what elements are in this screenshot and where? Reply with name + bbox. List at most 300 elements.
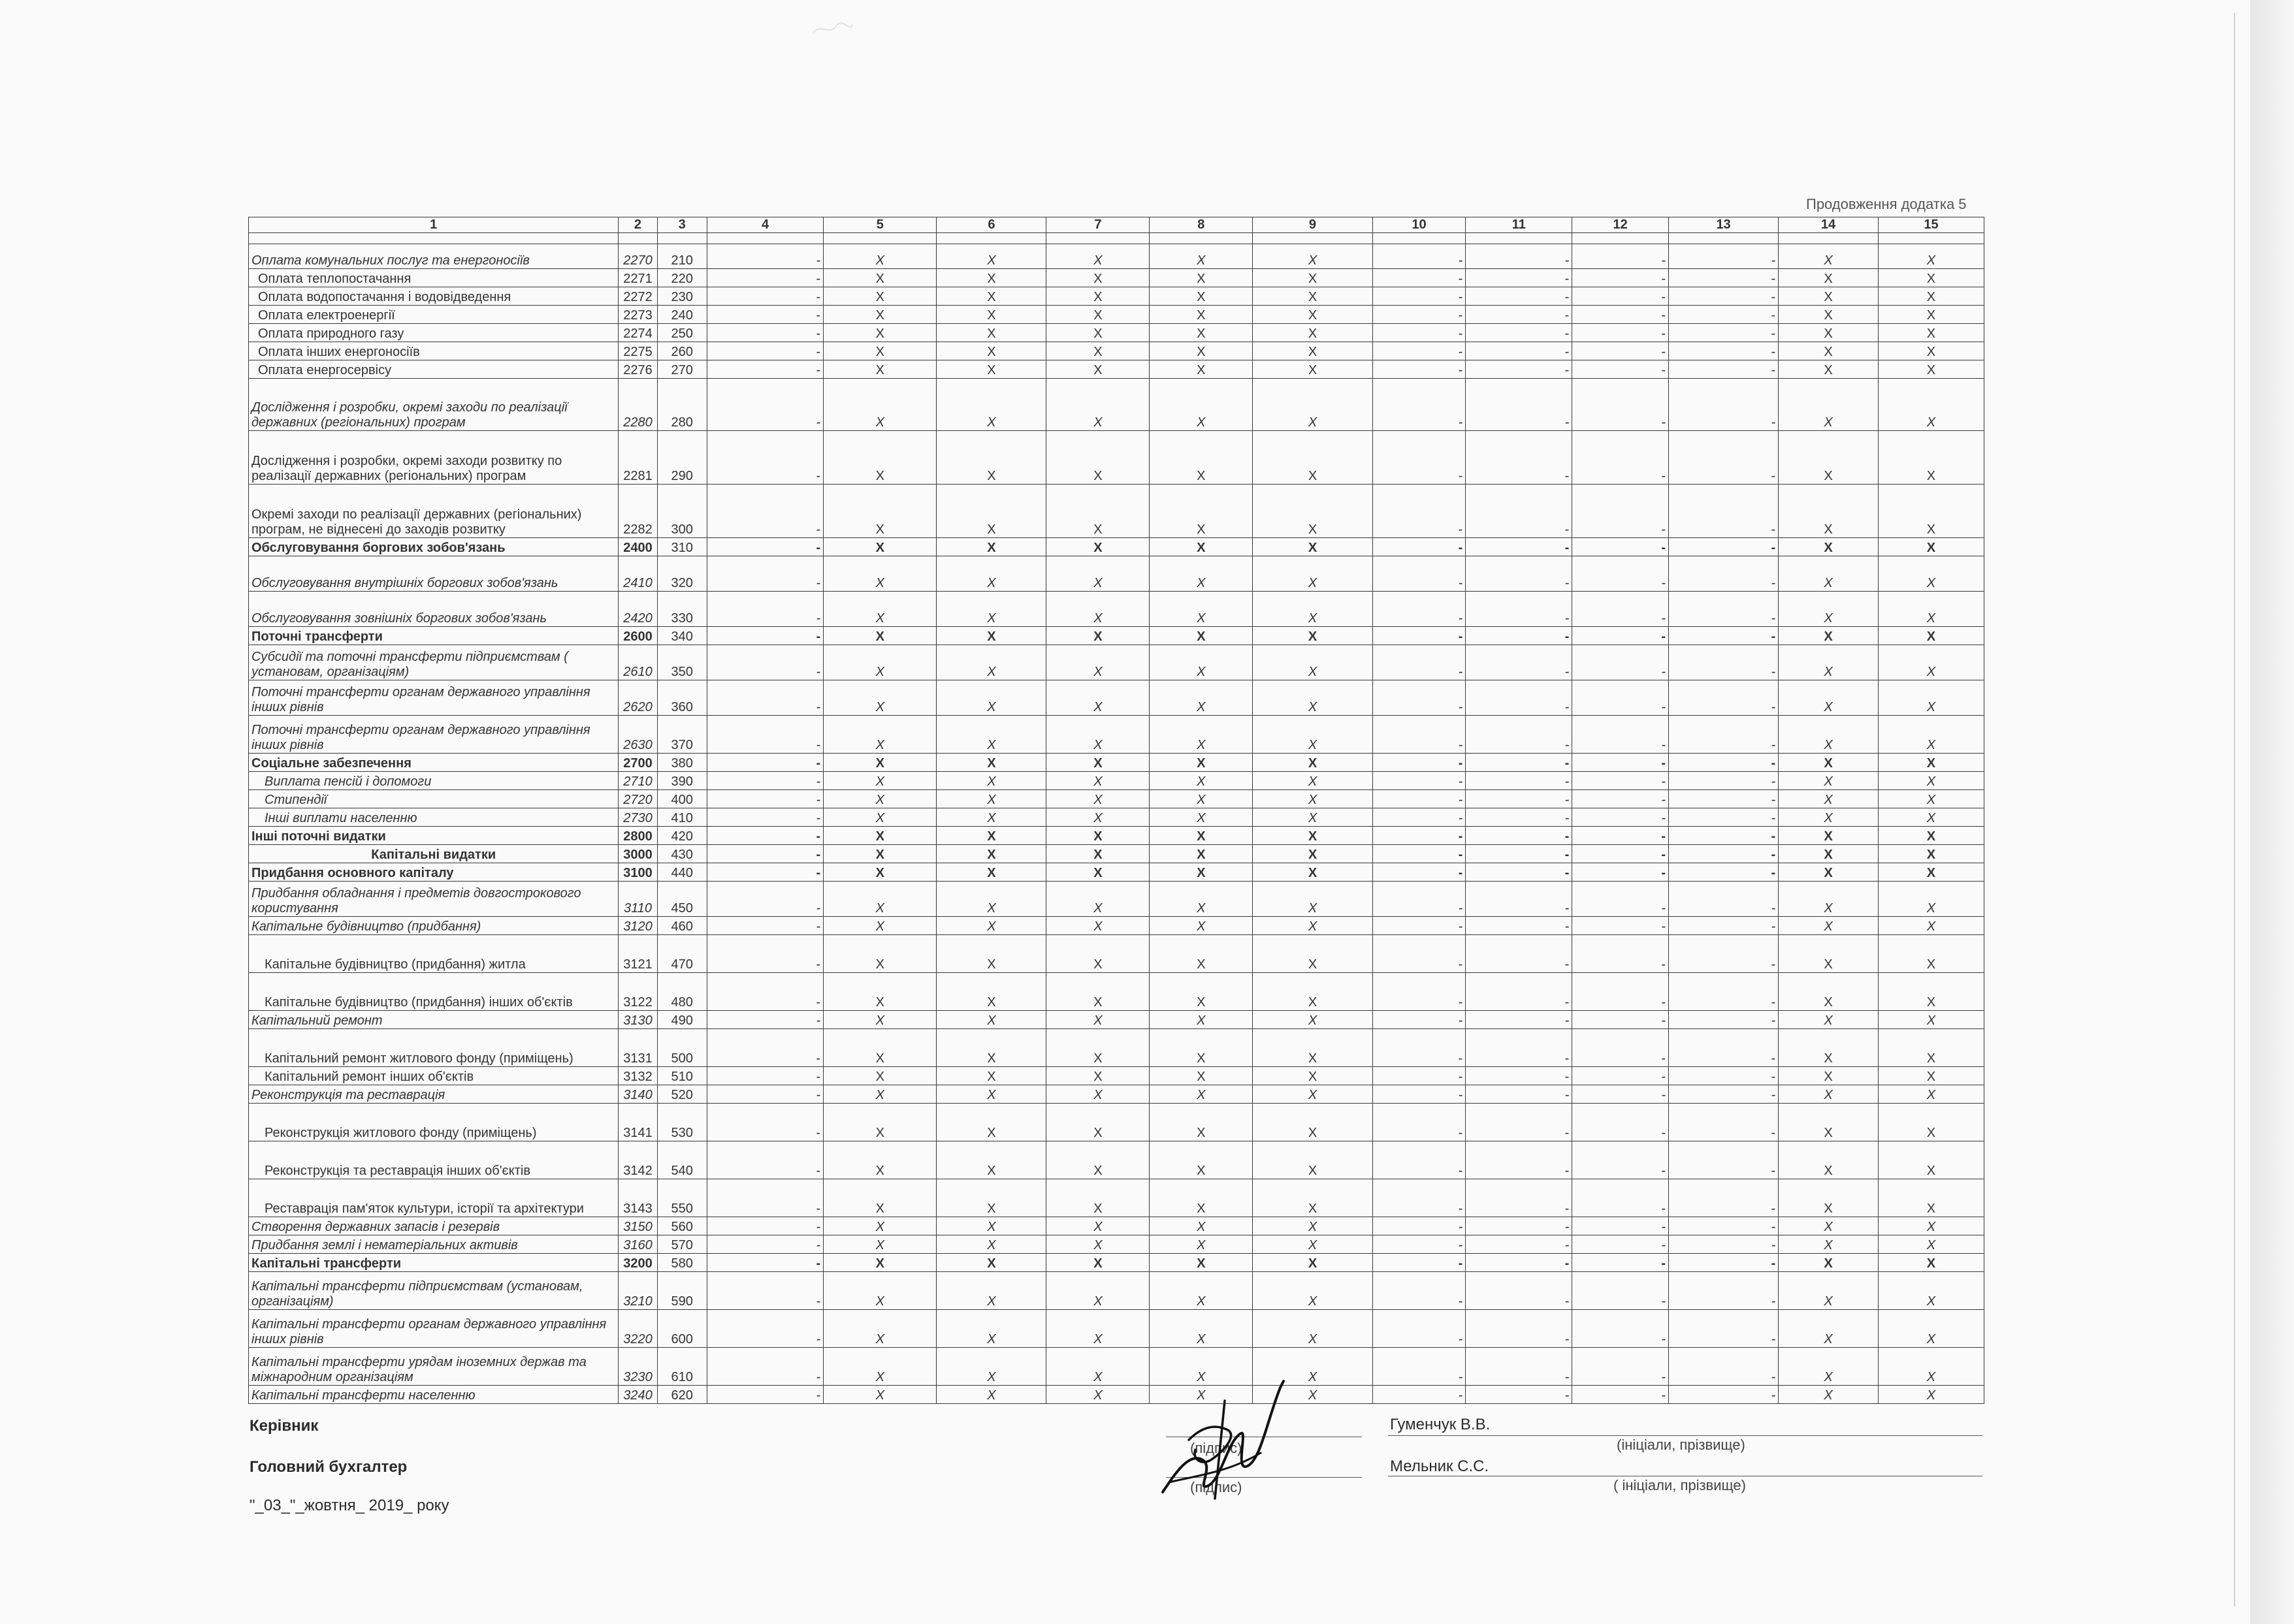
not-applicable-cell: X — [1046, 772, 1150, 790]
not-applicable-cell: X — [1046, 917, 1150, 935]
empty-value-cell: - — [1466, 863, 1572, 882]
line-code: 270 — [657, 360, 707, 379]
empty-value-cell: - — [707, 627, 823, 645]
row-label: Реставрація пам'яток культури, історії та архітектури — [249, 1179, 619, 1217]
not-applicable-cell: X — [1253, 680, 1372, 716]
empty-value-cell: - — [1669, 680, 1779, 716]
not-applicable-cell: X — [1878, 1310, 1984, 1348]
empty-value-cell: - — [707, 538, 823, 556]
not-applicable-cell: X — [937, 680, 1046, 716]
row-label: Придбання обладнання і предметів довгострокового користування — [249, 882, 619, 917]
empty-value-cell: - — [1466, 1235, 1572, 1254]
empty-value-cell: - — [1466, 379, 1572, 431]
kekv-code: 3210 — [619, 1272, 657, 1310]
not-applicable-cell: X — [1046, 269, 1150, 287]
line-code: 340 — [657, 627, 707, 645]
empty-value-cell: - — [1466, 244, 1572, 269]
table-row — [249, 1011, 1984, 1029]
not-applicable-cell: X — [937, 845, 1046, 863]
accountant-signature-hint: (підпис) — [1190, 1479, 1242, 1495]
not-applicable-cell: X — [1779, 485, 1879, 538]
empty-value-cell: - — [1669, 1141, 1779, 1179]
kekv-code: 2700 — [619, 754, 657, 772]
not-applicable-cell: X — [937, 1235, 1046, 1254]
empty-value-cell: - — [1372, 1217, 1466, 1235]
empty-value-cell: - — [1372, 538, 1466, 556]
not-applicable-cell: X — [1150, 1085, 1253, 1104]
empty-value-cell: - — [707, 379, 823, 431]
not-applicable-cell: X — [824, 1235, 937, 1254]
line-code: 400 — [657, 790, 707, 808]
row-label: Оплата інших енергоносіїв — [249, 342, 619, 360]
not-applicable-cell: X — [1253, 342, 1372, 360]
empty-value-cell: - — [707, 1254, 823, 1272]
not-applicable-cell: X — [1046, 680, 1150, 716]
not-applicable-cell: X — [1150, 882, 1253, 917]
column-header-3: 3 — [657, 217, 707, 233]
table-body — [249, 233, 1984, 1404]
empty-value-cell: - — [707, 1141, 823, 1179]
not-applicable-cell: X — [1046, 1386, 1150, 1404]
not-applicable-cell: X — [1253, 845, 1372, 863]
not-applicable-cell: X — [937, 342, 1046, 360]
empty-value-cell: - — [1669, 1104, 1779, 1141]
empty-value-cell: - — [707, 556, 823, 592]
not-applicable-cell: X — [937, 917, 1046, 935]
not-applicable-cell: X — [824, 360, 937, 379]
line-code: 560 — [657, 1217, 707, 1235]
not-applicable-cell: X — [1779, 342, 1879, 360]
empty-value-cell: - — [1572, 917, 1669, 935]
row-label: Капітальне будівництво (придбання) житла — [249, 935, 619, 973]
row-label: Капітальний ремонт житлового фонду (приміщень) — [249, 1029, 619, 1067]
not-applicable-cell: X — [824, 1348, 937, 1386]
kekv-code: 2275 — [619, 342, 657, 360]
table-row — [249, 1067, 1984, 1085]
not-applicable-cell: X — [1878, 556, 1984, 592]
line-code: 330 — [657, 592, 707, 627]
empty-value-cell: - — [1669, 1310, 1779, 1348]
table-row — [249, 1254, 1984, 1272]
empty-value-cell: - — [1669, 306, 1779, 324]
line-code: 420 — [657, 827, 707, 845]
not-applicable-cell: X — [824, 790, 937, 808]
not-applicable-cell: X — [1150, 808, 1253, 827]
not-applicable-cell: X — [1046, 244, 1150, 269]
table-row — [249, 827, 1984, 845]
spacer-cell — [707, 233, 823, 244]
empty-value-cell: - — [1669, 935, 1779, 973]
spacer-cell — [1466, 233, 1572, 244]
not-applicable-cell: X — [1779, 592, 1879, 627]
not-applicable-cell: X — [1779, 379, 1879, 431]
line-code: 570 — [657, 1235, 707, 1254]
row-label: Придбання землі і нематеріальних активів — [249, 1235, 619, 1254]
table-row — [249, 287, 1984, 306]
empty-value-cell: - — [1372, 324, 1466, 342]
empty-value-cell: - — [1572, 808, 1669, 827]
kekv-code: 2271 — [619, 269, 657, 287]
row-label: Поточні трансферти — [249, 627, 619, 645]
not-applicable-cell: X — [1253, 360, 1372, 379]
kekv-code: 2620 — [619, 680, 657, 716]
not-applicable-cell: X — [1046, 645, 1150, 680]
empty-value-cell: - — [1669, 772, 1779, 790]
not-applicable-cell: X — [1878, 1348, 1984, 1386]
empty-value-cell: - — [1372, 1235, 1466, 1254]
not-applicable-cell: X — [1046, 324, 1150, 342]
kekv-code: 3140 — [619, 1085, 657, 1104]
kekv-code: 3142 — [619, 1141, 657, 1179]
empty-value-cell: - — [1466, 1011, 1572, 1029]
not-applicable-cell: X — [937, 1067, 1046, 1085]
empty-value-cell: - — [1572, 1067, 1669, 1085]
empty-value-cell: - — [1669, 324, 1779, 342]
empty-value-cell: - — [1372, 556, 1466, 592]
row-label: Капітальний ремонт інших об'єктів — [249, 1067, 619, 1085]
empty-value-cell: - — [1669, 556, 1779, 592]
empty-value-cell: - — [707, 306, 823, 324]
table-row — [249, 845, 1984, 863]
not-applicable-cell: X — [1150, 324, 1253, 342]
not-applicable-cell: X — [1878, 680, 1984, 716]
line-code: 580 — [657, 1254, 707, 1272]
not-applicable-cell: X — [1779, 1217, 1879, 1235]
not-applicable-cell: X — [1253, 287, 1372, 306]
empty-value-cell: - — [1466, 1254, 1572, 1272]
empty-value-cell: - — [1466, 973, 1572, 1011]
column-header-9: 9 — [1253, 217, 1372, 233]
not-applicable-cell: X — [1150, 827, 1253, 845]
empty-value-cell: - — [1669, 244, 1779, 269]
empty-value-cell: - — [1372, 306, 1466, 324]
empty-value-cell: - — [1372, 1272, 1466, 1310]
empty-value-cell: - — [1572, 645, 1669, 680]
spacer-cell — [1669, 233, 1779, 244]
empty-value-cell: - — [1466, 342, 1572, 360]
empty-value-cell: - — [707, 1029, 823, 1067]
kekv-code: 3200 — [619, 1254, 657, 1272]
not-applicable-cell: X — [937, 287, 1046, 306]
empty-value-cell: - — [707, 1011, 823, 1029]
not-applicable-cell: X — [1878, 538, 1984, 556]
empty-value-cell: - — [707, 645, 823, 680]
spacer-cell — [619, 233, 657, 244]
empty-value-cell: - — [707, 1310, 823, 1348]
not-applicable-cell: X — [1878, 269, 1984, 287]
not-applicable-cell: X — [1779, 1348, 1879, 1386]
spacer-cell — [1572, 233, 1669, 244]
not-applicable-cell: X — [1150, 1104, 1253, 1141]
empty-value-cell: - — [1669, 827, 1779, 845]
column-header-12: 12 — [1572, 217, 1669, 233]
not-applicable-cell: X — [1046, 556, 1150, 592]
not-applicable-cell: X — [1878, 1141, 1984, 1179]
not-applicable-cell: X — [937, 244, 1046, 269]
kekv-code: 2610 — [619, 645, 657, 680]
row-label: Оплата електроенергії — [249, 306, 619, 324]
not-applicable-cell: X — [1779, 808, 1879, 827]
not-applicable-cell: X — [1253, 627, 1372, 645]
not-applicable-cell: X — [937, 306, 1046, 324]
not-applicable-cell: X — [1878, 1254, 1984, 1272]
empty-value-cell: - — [1372, 342, 1466, 360]
empty-value-cell: - — [1466, 324, 1572, 342]
not-applicable-cell: X — [1046, 1085, 1150, 1104]
row-label: Виплата пенсій і допомоги — [249, 772, 619, 790]
empty-value-cell: - — [1572, 863, 1669, 882]
empty-value-cell: - — [1572, 882, 1669, 917]
spacer-cell — [1253, 233, 1372, 244]
not-applicable-cell: X — [1150, 935, 1253, 973]
empty-value-cell: - — [1466, 627, 1572, 645]
kekv-code: 2273 — [619, 306, 657, 324]
table-row — [249, 1104, 1984, 1141]
not-applicable-cell: X — [1779, 716, 1879, 754]
not-applicable-cell: X — [1046, 1348, 1150, 1386]
empty-value-cell: - — [1466, 287, 1572, 306]
empty-value-cell: - — [1372, 1011, 1466, 1029]
not-applicable-cell: X — [1253, 808, 1372, 827]
empty-value-cell: - — [1572, 1272, 1669, 1310]
column-header-14: 14 — [1779, 217, 1879, 233]
empty-value-cell: - — [1372, 269, 1466, 287]
not-applicable-cell: X — [1150, 1029, 1253, 1067]
not-applicable-cell: X — [1253, 1386, 1372, 1404]
line-code: 260 — [657, 342, 707, 360]
empty-value-cell: - — [1572, 1235, 1669, 1254]
spacer-cell — [1878, 233, 1984, 244]
not-applicable-cell: X — [1779, 1067, 1879, 1085]
column-header-6: 6 — [937, 217, 1046, 233]
not-applicable-cell: X — [1150, 1254, 1253, 1272]
table-row — [249, 1386, 1984, 1404]
empty-value-cell: - — [1572, 935, 1669, 973]
not-applicable-cell: X — [1253, 1141, 1372, 1179]
not-applicable-cell: X — [824, 1310, 937, 1348]
line-code: 430 — [657, 845, 707, 863]
table-row — [249, 269, 1984, 287]
empty-value-cell: - — [1466, 1272, 1572, 1310]
row-label: Поточні трансферти органам державного управління інших рівнів — [249, 716, 619, 754]
not-applicable-cell: X — [1253, 306, 1372, 324]
empty-value-cell: - — [1572, 306, 1669, 324]
not-applicable-cell: X — [1779, 538, 1879, 556]
not-applicable-cell: X — [1253, 1029, 1372, 1067]
not-applicable-cell: X — [824, 973, 937, 1011]
kekv-code: 3110 — [619, 882, 657, 917]
not-applicable-cell: X — [1046, 360, 1150, 379]
kekv-code: 3230 — [619, 1348, 657, 1386]
table-row — [249, 324, 1984, 342]
not-applicable-cell: X — [1150, 1141, 1253, 1179]
not-applicable-cell: X — [1878, 1272, 1984, 1310]
empty-value-cell: - — [1372, 431, 1466, 485]
not-applicable-cell: X — [1779, 845, 1879, 863]
not-applicable-cell: X — [1779, 772, 1879, 790]
not-applicable-cell: X — [824, 287, 937, 306]
line-code: 240 — [657, 306, 707, 324]
not-applicable-cell: X — [1878, 808, 1984, 827]
table-row — [249, 1272, 1984, 1310]
not-applicable-cell: X — [1046, 973, 1150, 1011]
not-applicable-cell: X — [1150, 1348, 1253, 1386]
empty-value-cell: - — [1669, 627, 1779, 645]
not-applicable-cell: X — [1046, 845, 1150, 863]
empty-value-cell: - — [1669, 863, 1779, 882]
not-applicable-cell: X — [824, 863, 937, 882]
line-code: 360 — [657, 680, 707, 716]
not-applicable-cell: X — [1253, 379, 1372, 431]
empty-value-cell: - — [1669, 431, 1779, 485]
table-row — [249, 1235, 1984, 1254]
not-applicable-cell: X — [1253, 1310, 1372, 1348]
empty-value-cell: - — [1572, 627, 1669, 645]
row-label: Оплата теплопостачання — [249, 269, 619, 287]
table-row — [249, 1029, 1984, 1067]
not-applicable-cell: X — [1779, 269, 1879, 287]
kekv-code: 3000 — [619, 845, 657, 863]
empty-value-cell: - — [1669, 269, 1779, 287]
empty-value-cell: - — [1572, 342, 1669, 360]
empty-value-cell: - — [1572, 827, 1669, 845]
row-label: Оплата водопостачання і водовідведення — [249, 287, 619, 306]
kekv-code: 3120 — [619, 917, 657, 935]
not-applicable-cell: X — [1046, 1254, 1150, 1272]
empty-value-cell: - — [1466, 772, 1572, 790]
not-applicable-cell: X — [1878, 431, 1984, 485]
empty-value-cell: - — [1372, 863, 1466, 882]
not-applicable-cell: X — [1779, 1141, 1879, 1179]
line-code: 310 — [657, 538, 707, 556]
table-row — [249, 1179, 1984, 1217]
line-code: 350 — [657, 645, 707, 680]
empty-value-cell: - — [1572, 324, 1669, 342]
empty-value-cell: - — [1372, 917, 1466, 935]
not-applicable-cell: X — [1150, 244, 1253, 269]
empty-value-cell: - — [1372, 882, 1466, 917]
not-applicable-cell: X — [1253, 431, 1372, 485]
not-applicable-cell: X — [1150, 1310, 1253, 1348]
not-applicable-cell: X — [1253, 1067, 1372, 1085]
table-row — [249, 244, 1984, 269]
empty-value-cell: - — [707, 324, 823, 342]
line-code: 510 — [657, 1067, 707, 1085]
line-code: 410 — [657, 808, 707, 827]
empty-value-cell: - — [1572, 1179, 1669, 1217]
empty-value-cell: - — [1466, 592, 1572, 627]
table-row — [249, 935, 1984, 973]
empty-value-cell: - — [1669, 1011, 1779, 1029]
line-code: 440 — [657, 863, 707, 882]
not-applicable-cell: X — [1779, 1386, 1879, 1404]
not-applicable-cell: X — [1046, 379, 1150, 431]
not-applicable-cell: X — [1150, 680, 1253, 716]
not-applicable-cell: X — [1046, 790, 1150, 808]
table-row — [249, 1348, 1984, 1386]
not-applicable-cell: X — [1150, 1217, 1253, 1235]
not-applicable-cell: X — [1150, 1235, 1253, 1254]
empty-value-cell: - — [707, 1348, 823, 1386]
empty-value-cell: - — [1372, 1067, 1466, 1085]
empty-value-cell: - — [1669, 1254, 1779, 1272]
line-code: 480 — [657, 973, 707, 1011]
kekv-code: 3160 — [619, 1235, 657, 1254]
not-applicable-cell: X — [1150, 379, 1253, 431]
not-applicable-cell: X — [1878, 485, 1984, 538]
not-applicable-cell: X — [1150, 790, 1253, 808]
empty-value-cell: - — [1669, 287, 1779, 306]
not-applicable-cell: X — [1046, 863, 1150, 882]
row-label: Оплата комунальних послуг та енергоносіїв — [249, 244, 619, 269]
not-applicable-cell: X — [1878, 1085, 1984, 1104]
not-applicable-cell: X — [824, 845, 937, 863]
not-applicable-cell: X — [824, 1272, 937, 1310]
empty-value-cell: - — [1372, 627, 1466, 645]
not-applicable-cell: X — [937, 360, 1046, 379]
scan-artifact-mark — [810, 20, 856, 39]
line-code: 370 — [657, 716, 707, 754]
empty-value-cell: - — [1572, 1348, 1669, 1386]
row-label: Реконструкція житлового фонду (приміщень) — [249, 1104, 619, 1141]
empty-value-cell: - — [1669, 538, 1779, 556]
table-row — [249, 754, 1984, 772]
table-row — [249, 306, 1984, 324]
empty-value-cell: - — [1466, 1348, 1572, 1386]
not-applicable-cell: X — [937, 1386, 1046, 1404]
not-applicable-cell: X — [1046, 342, 1150, 360]
not-applicable-cell: X — [937, 808, 1046, 827]
not-applicable-cell: X — [824, 882, 937, 917]
not-applicable-cell: X — [1779, 917, 1879, 935]
not-applicable-cell: X — [1253, 827, 1372, 845]
not-applicable-cell: X — [1878, 645, 1984, 680]
not-applicable-cell: X — [824, 1386, 937, 1404]
empty-value-cell: - — [707, 1217, 823, 1235]
not-applicable-cell: X — [1878, 754, 1984, 772]
not-applicable-cell: X — [1150, 1386, 1253, 1404]
not-applicable-cell: X — [1253, 935, 1372, 973]
handwritten-signature — [1150, 1361, 1306, 1512]
not-applicable-cell: X — [937, 627, 1046, 645]
not-applicable-cell: X — [1046, 1011, 1150, 1029]
empty-value-cell: - — [1669, 790, 1779, 808]
not-applicable-cell: X — [824, 1217, 937, 1235]
empty-value-cell: - — [1572, 244, 1669, 269]
column-header-8: 8 — [1150, 217, 1253, 233]
not-applicable-cell: X — [824, 556, 937, 592]
kekv-code: 2800 — [619, 827, 657, 845]
not-applicable-cell: X — [1253, 538, 1372, 556]
not-applicable-cell: X — [1779, 863, 1879, 882]
empty-value-cell: - — [1372, 827, 1466, 845]
empty-value-cell: - — [1669, 754, 1779, 772]
empty-value-cell: - — [1669, 845, 1779, 863]
empty-value-cell: - — [1669, 973, 1779, 1011]
empty-value-cell: - — [707, 680, 823, 716]
not-applicable-cell: X — [1150, 360, 1253, 379]
head-initials-hint: (ініціали, прізвище) — [1617, 1437, 1745, 1453]
line-code: 610 — [657, 1348, 707, 1386]
line-code: 460 — [657, 917, 707, 935]
row-label: Придбання основного капіталу — [249, 863, 619, 882]
not-applicable-cell: X — [1150, 1272, 1253, 1310]
table-row — [249, 592, 1984, 627]
empty-value-cell: - — [707, 360, 823, 379]
not-applicable-cell: X — [824, 1141, 937, 1179]
not-applicable-cell: X — [1046, 485, 1150, 538]
empty-value-cell: - — [1572, 269, 1669, 287]
